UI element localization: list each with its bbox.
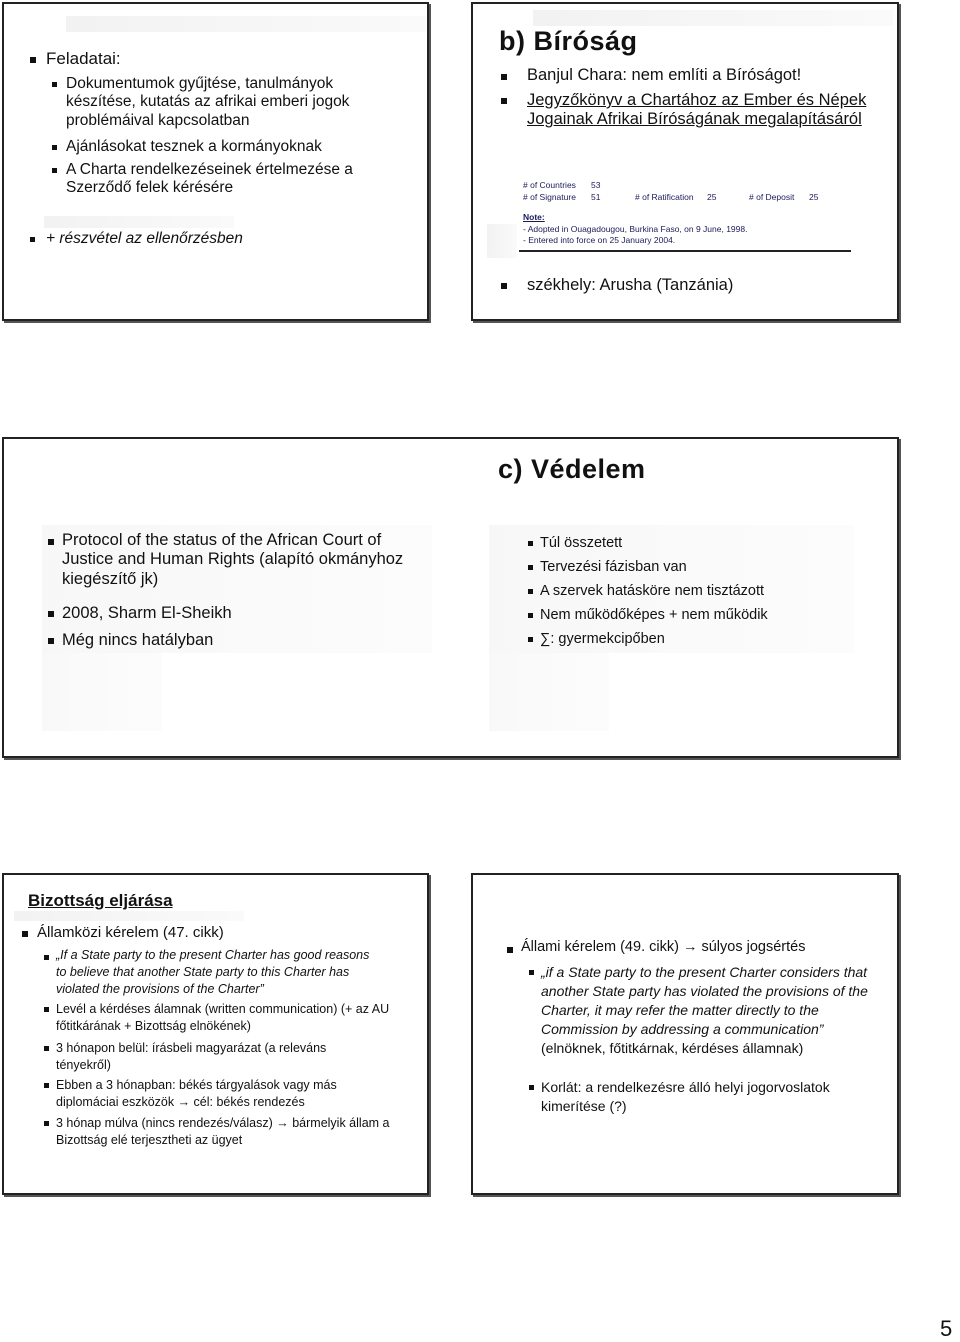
bullet-icon — [501, 74, 507, 80]
page-number: 5 — [940, 1316, 953, 1341]
slide4-item: 3 hónap múlva (nincs rendezés/válasz) → bármelyik állam a Bizottság elé terjesztheti az ügyet — [56, 1116, 390, 1147]
slide4-quote: „If a State party to the present Charter has good reasons to believe that another State party to this Charter has violated the provisions of the Charter” — [56, 948, 370, 996]
table-note-label: Note: — [523, 212, 545, 222]
bullet-icon — [22, 931, 28, 937]
slide1-item: Ajánlásokat tesznek a kormányoknak — [66, 138, 322, 155]
bullet-icon — [30, 237, 35, 242]
decor-band — [66, 16, 426, 32]
slide3-right-item: ∑: gyermekcipőben — [540, 631, 665, 647]
bullet-icon — [44, 1046, 49, 1051]
slide1-item: A Charta rendelkezéseinek értelmezése a Szerződő felek kérésére — [66, 161, 353, 197]
bullet-icon — [528, 613, 533, 618]
slide5-quote — [541, 963, 886, 1057]
slide1-item: Dokumentumok gyűjtése, tanulmányok készítése, kutatás az afrikai emberi jogok problémáival kapcsolatban — [66, 75, 350, 129]
slide5-head: Állami kérelem (49. cikk) → súlyos jogsértés — [521, 939, 806, 955]
bullet-icon — [501, 98, 507, 104]
slide3-title: c) Védelem — [498, 454, 646, 484]
slide4-item: Levél a kérdéses álamnak (written communication) (+ az AU főtitkárának + Bizottság elnökének) — [56, 1002, 390, 1033]
bullet-icon — [44, 1083, 49, 1088]
table-deposit-value: 25 — [809, 192, 819, 202]
slide5-quote-plain: (elnöknek, főtitkárnak, kérdéses államnak) — [541, 1039, 804, 1056]
table-note-line: - Entered into force on 25 January 2004. — [523, 235, 676, 245]
bullet-icon — [52, 82, 57, 87]
slide2-item: Jegyzőkönyv a Chartához az Ember és Népek Jogainak Afrikai Bíróságának megalapításáról — [527, 91, 867, 129]
decor-band — [42, 653, 162, 731]
bullet-icon — [48, 611, 54, 617]
bullet-icon — [528, 541, 533, 546]
bullet-icon — [501, 283, 507, 289]
bullet-icon — [44, 1121, 49, 1126]
slide-vedelem — [2, 437, 899, 758]
bullet-icon — [528, 637, 533, 642]
slide5-item: Korlát: a rendelkezésre álló helyi jogorvoslatok kimerítése (?) — [541, 1079, 830, 1114]
slide2-item: Banjul Chara: nem említi a Bíróságot! — [527, 66, 802, 84]
bullet-icon — [30, 57, 36, 63]
bullet-icon — [507, 947, 513, 953]
decor-band — [487, 224, 517, 258]
table-note-line: - Adopted in Ouagadougou, Burkina Faso, on 9 June, 1998. — [523, 224, 748, 234]
table-ratification-label: # of Ratification — [635, 192, 694, 202]
slide-allami-kerelem — [471, 873, 899, 1195]
slide1-heading: Feladatai: — [46, 49, 121, 68]
slide-feladatai — [2, 2, 429, 321]
slide3-right-item: Tervezési fázisban van — [540, 559, 687, 575]
table-deposit-label: # of Deposit — [749, 192, 795, 202]
slide3-left-item: Protocol of the status of the African Court of Justice and Human Rights (alapító okmányhoz kiegészítő jk) — [62, 531, 404, 588]
slide3-left-item: Még nincs hatályban — [62, 631, 214, 649]
decor-band — [489, 653, 609, 731]
table-countries-value: 53 — [591, 180, 601, 190]
slide-birosag — [471, 2, 899, 321]
bullet-icon — [528, 565, 533, 570]
bullet-icon — [529, 970, 534, 975]
slide-bizottsag-eljarasa — [2, 873, 429, 1195]
slide4-item: 3 hónapon belül: írásbeli magyarázat (a releváns tényekről) — [56, 1041, 327, 1072]
bullet-icon — [529, 1085, 534, 1090]
bullet-icon — [52, 168, 57, 173]
slide2-title: b) Bíróság — [499, 26, 638, 56]
slide4-head: Államközi kérelem (47. cikk) — [37, 924, 224, 941]
table-signature-value: 51 — [591, 192, 601, 202]
bullet-icon — [52, 145, 57, 150]
slide5-quote-italic: „if a State party to the present Charter considers that another State party has violated the provisions of the Charter, it may refer the matter directly to the Commission by addressing a communication” — [541, 964, 868, 1037]
table-countries-label: # of Countries — [523, 180, 576, 190]
slide2-item: székhely: Arusha (Tanzánia) — [527, 276, 734, 294]
bullet-icon — [528, 589, 533, 594]
bullet-icon — [48, 539, 54, 545]
slide4-item: Ebben a 3 hónapban: békés tárgyalások vagy más diplomáciai eszközök → cél: békés rendezés — [56, 1078, 337, 1109]
slide4-title: Bizottság eljárása — [28, 891, 173, 910]
bullet-icon — [44, 1007, 49, 1012]
decor-band — [533, 10, 893, 26]
bullet-icon — [44, 955, 49, 960]
decor-band — [44, 216, 234, 228]
slide1-item-italic: + részvétel az ellenőrzésben — [46, 230, 243, 247]
decor-band — [14, 911, 244, 921]
slide3-left-item: 2008, Sharm El-Sheikh — [62, 604, 232, 622]
slide3-right-item: Nem működőképes + nem működik — [540, 607, 768, 623]
slide3-right-item: Túl összetett — [540, 535, 623, 551]
bullet-icon — [48, 638, 54, 644]
table-signature-label: # of Signature — [523, 192, 576, 202]
table-ratification-value: 25 — [707, 192, 717, 202]
ratification-table — [519, 176, 851, 252]
slide3-right-item: A szervek hatásköre nem tisztázott — [540, 583, 765, 599]
